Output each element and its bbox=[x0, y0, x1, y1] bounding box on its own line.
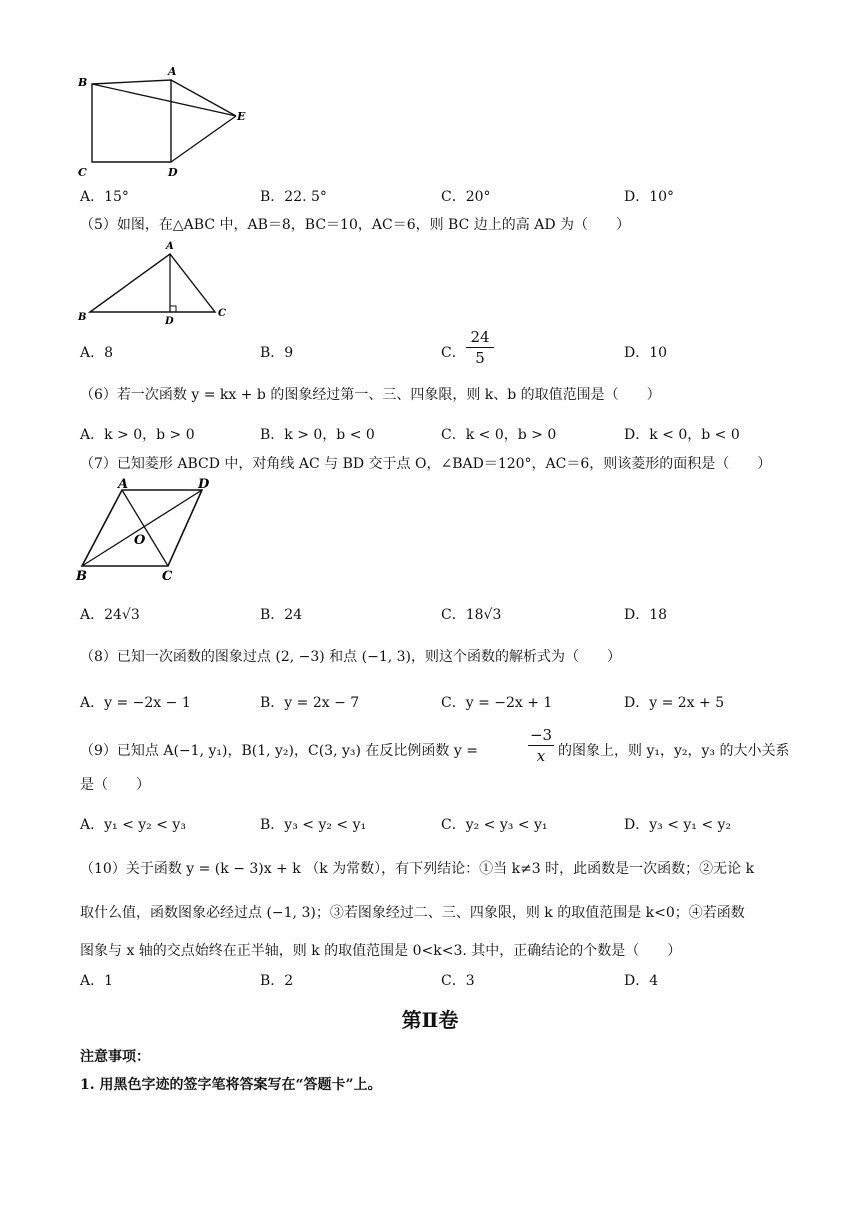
q4-option-b: B．22. 5° bbox=[260, 189, 327, 205]
q4-label-B: B bbox=[78, 76, 88, 89]
q5-option-c-fraction bbox=[466, 328, 494, 367]
q9-stem-part1: （9）已知点 A(−1, y₁)，B(1, y₂)，C(3, y₃) 在反比例函数 y = bbox=[80, 743, 478, 759]
q5-figure bbox=[72, 238, 242, 328]
q10-line1: （10）关于函数 y = (k − 3)x + k （k 为常数），有下列结论：①当 k≠3 时，此函数是一次函数；②无论 k bbox=[80, 861, 755, 877]
q9-option-a: A．y₁ < y₂ < y₃ bbox=[80, 817, 186, 833]
q5-fraction-numerator: 24 bbox=[470, 328, 490, 346]
q7-label-O: O bbox=[134, 533, 146, 548]
q7-label-A: A bbox=[118, 478, 129, 492]
q9-fraction-denominator: x bbox=[536, 747, 546, 765]
q9-fraction-numerator: −3 bbox=[529, 726, 553, 744]
q7-stem: （7）已知菱形 ABCD 中，对角线 AC 与 BD 交于点 O，∠BAD＝120°，AC＝6，则该菱形的面积是（ ） bbox=[80, 456, 772, 472]
q7-figure bbox=[72, 478, 232, 586]
q4-label-E: E bbox=[237, 110, 246, 123]
q9-option-b: B．y₃ < y₂ < y₁ bbox=[260, 817, 367, 833]
q10-option-d: D．4 bbox=[624, 973, 659, 989]
q10-option-a: A．1 bbox=[80, 973, 114, 989]
q10-line2: 取什么值，函数图象必经过点 (−1, 3)；③若图象经过二、三、四象限，则 k 的取值范围是 k<0；④若函数 bbox=[80, 905, 745, 921]
q4-figure bbox=[70, 62, 260, 180]
q6-option-d: D．k < 0，b < 0 bbox=[624, 427, 740, 443]
q9-fraction bbox=[528, 726, 554, 765]
notice-item-1: 1. 用黑色字迹的签字笔将答案写在“答题卡”上。 bbox=[80, 1077, 382, 1093]
q5-option-d: D．10 bbox=[624, 345, 668, 361]
q8-stem: （8）已知一次函数的图象过点 (2, −3) 和点 (−1, 3)，则这个函数的解析式为（ ） bbox=[80, 649, 621, 665]
q7-option-c: C．18√3 bbox=[441, 607, 502, 623]
q8-option-b: B．y = 2x − 7 bbox=[260, 695, 360, 711]
q5-option-a: A．8 bbox=[80, 345, 114, 361]
q4-label-A: A bbox=[168, 65, 177, 78]
q4-label-D: D bbox=[168, 166, 178, 179]
q5-stem: （5）如图，在△ABC 中，AB＝8，BC＝10，AC＝6，则 BC 边上的高 AD 为（ ） bbox=[80, 217, 630, 233]
q9-option-d: D．y₃ < y₁ < y₂ bbox=[624, 817, 732, 833]
q7-label-B: B bbox=[76, 569, 87, 584]
q9-option-c: C．y₂ < y₃ < y₁ bbox=[441, 817, 548, 833]
q9-stem-part2: 的图象上，则 y₁，y₂，y₃ 的大小关系 bbox=[558, 743, 790, 759]
q5-fraction-denominator: 5 bbox=[475, 349, 485, 367]
q5-label-D: D bbox=[165, 316, 174, 327]
q8-option-d: D．y = 2x + 5 bbox=[624, 695, 725, 711]
q7-label-D: D bbox=[198, 478, 210, 492]
q8-option-c: C．y = −2x + 1 bbox=[441, 695, 553, 711]
q5-option-c: C． bbox=[441, 345, 466, 361]
q4-option-a: A．15° bbox=[80, 189, 129, 205]
q9-stem-line2: 是（ ） bbox=[80, 777, 150, 793]
section-title: 第Ⅱ卷 bbox=[401, 1008, 459, 1032]
q7-option-a: A．24√3 bbox=[80, 607, 140, 623]
q6-stem: （6）若一次函数 y = kx + b 的图象经过第一、三、四象限，则 k、b 的取值范围是（ ） bbox=[80, 387, 661, 403]
q6-option-b: B．k > 0，b < 0 bbox=[260, 427, 375, 443]
q7-label-C: C bbox=[162, 569, 173, 584]
q8-option-a: A．y = −2x − 1 bbox=[80, 695, 191, 711]
q5-label-A: A bbox=[166, 241, 174, 252]
notice-heading: 注意事项： bbox=[80, 1049, 150, 1065]
q5-fraction-bar bbox=[466, 347, 494, 348]
q4-option-c: C．20° bbox=[441, 189, 491, 205]
q10-line3: 图象与 x 轴的交点始终在正半轴，则 k 的取值范围是 0<k<3. 其中，正确结论的个数是（ ） bbox=[80, 943, 682, 959]
q5-label-B: B bbox=[78, 312, 87, 323]
q10-option-b: B．2 bbox=[260, 973, 294, 989]
q4-label-C: C bbox=[78, 166, 87, 179]
q7-option-b: B．24 bbox=[260, 607, 303, 623]
q6-option-c: C．k < 0，b > 0 bbox=[441, 427, 557, 443]
q7-option-d: D．18 bbox=[624, 607, 668, 623]
q6-option-a: A．k > 0，b > 0 bbox=[80, 427, 195, 443]
q5-label-C: C bbox=[218, 308, 226, 319]
q9-fraction-bar bbox=[528, 745, 554, 746]
q4-option-d: D．10° bbox=[624, 189, 675, 205]
q5-option-b: B．9 bbox=[260, 345, 294, 361]
q10-option-c: C．3 bbox=[441, 973, 475, 989]
